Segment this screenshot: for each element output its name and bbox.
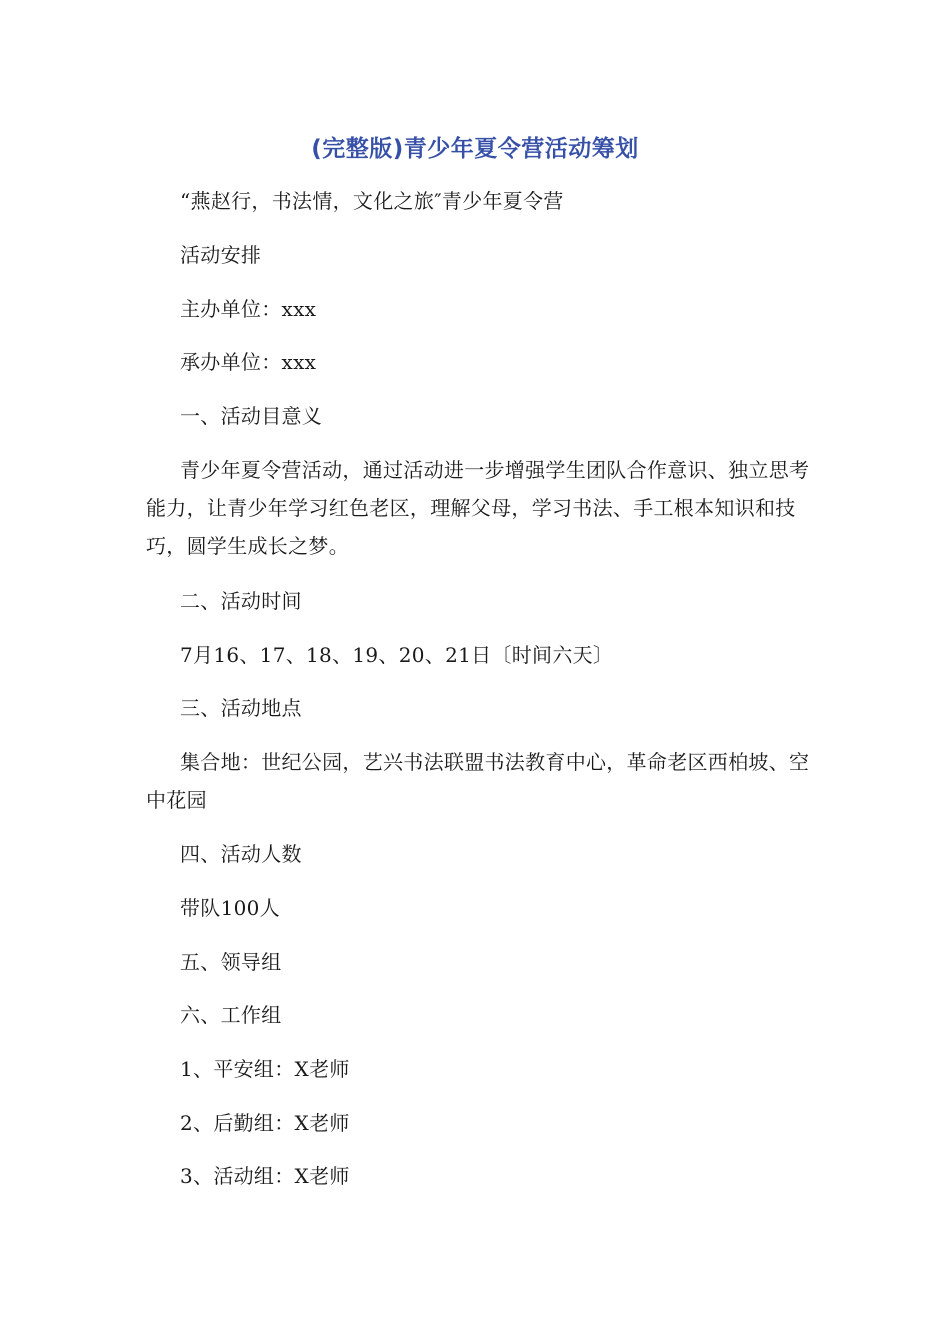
co-organizer-line: 承办单位：xxx (180, 350, 317, 374)
workgroup-item: 2、后勤组：X老师 (180, 1111, 350, 1135)
people-heading: 四、活动人数 (180, 842, 302, 866)
leadership-heading: 五、领导组 (180, 950, 282, 974)
document-title: (完整版)青少年夏令营活动筹划 (311, 136, 639, 162)
arrangement-heading: 活动安排 (180, 243, 262, 267)
people-text: 带队100人 (180, 896, 280, 920)
workgroup-heading: 六、工作组 (180, 1003, 282, 1027)
workgroup-item: 1、平安组：X老师 (180, 1057, 350, 1081)
workgroup-item: 3、活动组：X老师 (180, 1164, 350, 1188)
time-heading: 二、活动时间 (180, 589, 302, 613)
purpose-heading: 一、活动目意义 (180, 404, 323, 428)
location-paragraph: 集合地：世纪公园，艺兴书法联盟书法教育中心，革命老区西柏坡、空中花园 (146, 750, 810, 812)
organizer-line: 主办单位：xxx (180, 297, 317, 321)
location-heading: 三、活动地点 (180, 696, 302, 720)
camp-subtitle: “燕赵行，书法情，文化之旅″青少年夏令营 (180, 189, 564, 213)
purpose-paragraph: 青少年夏令营活动，通过活动进一步增强学生团队合作意识、独立思考能力，让青少年学习红色老区，理解父母，学习书法、手工根本知识和技巧，圆学生成长之梦。 (146, 458, 810, 558)
time-text: 7月16、17、18、19、20、21日〔时间六天〕 (180, 643, 614, 667)
